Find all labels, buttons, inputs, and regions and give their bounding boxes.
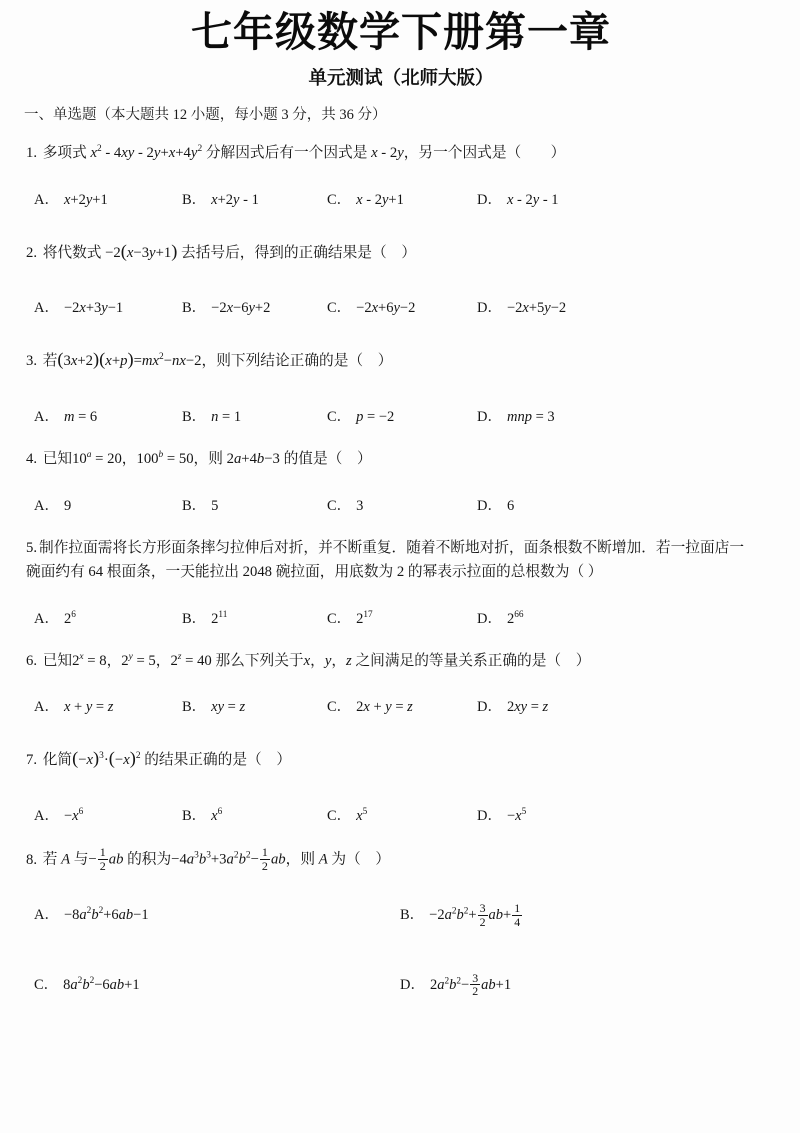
section-heading: 一、单选题（本大题共 12 小题，每小题 3 分，共 36 分） xyxy=(24,106,387,123)
question-7-options xyxy=(26,804,782,825)
question-8-options-row2 xyxy=(26,973,782,999)
question-6-stem: 6. 已知$2^x = 8$，$2^y = 5$，$2^z = 40$ 那么下列关于x，y，z 之间满足的等量关系正确的是（ ） xyxy=(26,651,591,669)
option-2-c[interactable]: C． −2x+6y−2 xyxy=(327,300,416,317)
option-7-c[interactable]: C． $x^5$ xyxy=(327,807,368,825)
question-8-number: 8. xyxy=(26,851,38,868)
question-5-options xyxy=(26,607,782,628)
option-6-a[interactable]: A． x + y = z xyxy=(34,699,114,716)
option-2-b[interactable]: B． −2x−6y+2 xyxy=(182,300,271,317)
question-4-stem: 4. 已知$10^a = 20$，$100^b = 50$，则 2a+4b−3 的值是（ ） xyxy=(26,450,372,468)
question-7 xyxy=(20,744,782,825)
option-8-a[interactable]: A． $-8a^2b^2+6ab-1$ xyxy=(34,906,149,924)
option-8-d[interactable]: D． $2a^2b^2-$ $\frac{3}{2}$ ab+1 xyxy=(400,971,512,999)
question-8-options-row1 xyxy=(26,903,782,929)
option-5-a[interactable]: A． $2^6$ xyxy=(34,609,76,627)
option-4-a[interactable]: A． 9 xyxy=(34,498,72,515)
option-2-a[interactable]: A． −2x+3y−1 xyxy=(34,300,124,317)
question-5-stem-line1: 制作拉面需将长方形面条摔匀拉伸后对折，并不断重复．随着不断地对折，面条根数不断增加．若一拉面店一 xyxy=(39,540,745,557)
question-5-number: 5. xyxy=(26,540,38,557)
question-5-stem-line2-wrap xyxy=(26,561,782,585)
page-title: 七年级数学下册第一章 xyxy=(191,9,611,55)
question-1-number: 1. xyxy=(26,144,38,161)
question-7-stem: 7. 化简$(-x)^3\cdot(-x)^2$ 的结果正确的是（ ） xyxy=(26,748,292,769)
question-4-options xyxy=(26,494,782,515)
option-8-b[interactable]: B． $-2a^2b^2+$ $\frac{3}{2}$ ab+ $\frac{1}{4}$ xyxy=(400,901,521,929)
question-6-number: 6. xyxy=(26,652,38,669)
option-1-a[interactable]: A． x+2y+1 xyxy=(34,191,108,208)
question-4 xyxy=(20,448,782,515)
option-1-c[interactable]: C． x - 2y+1 xyxy=(327,191,404,208)
option-4-b[interactable]: B． 5 xyxy=(182,498,219,515)
question-7-number: 7. xyxy=(26,752,38,769)
option-3-c[interactable]: C． p = −2 xyxy=(327,409,395,426)
option-7-d[interactable]: D． $-x^5$ xyxy=(477,807,527,825)
page-subtitle: 单元测试（北师大版） xyxy=(308,67,494,88)
question-2 xyxy=(20,237,782,318)
question-1 xyxy=(20,142,782,209)
option-5-b[interactable]: B． $2^{11}$ xyxy=(182,609,228,627)
option-3-b[interactable]: B． n = 1 xyxy=(182,409,242,426)
question-3 xyxy=(20,345,782,426)
question-1-stem: 1. 多项式 $x^2 - 4xy - 2y+x+4y^2$ 分解因式后有一个因式是 x - 2y，另一个因式是（ ） xyxy=(26,144,566,161)
option-4-d[interactable]: D． 6 xyxy=(477,498,515,515)
option-6-c[interactable]: C． 2x + y = z xyxy=(327,699,413,716)
option-3-a[interactable]: A． m = 6 xyxy=(34,409,98,426)
option-1-b[interactable]: B． x+2y - 1 xyxy=(182,191,259,208)
question-6 xyxy=(20,650,782,717)
question-8-stem: 8. 若 A 与− $\frac{1}{2}$ ab 的积为$-4a^3b^3+3a^2b^2-$ $\frac{1}{2}$ ab，则 A 为（ ） xyxy=(26,845,391,873)
question-2-stem: 2. 将代数式 −2(x−3y+1) 去括号后，得到的正确结果是（ ） xyxy=(26,240,417,261)
question-5 xyxy=(20,537,782,628)
question-1-options xyxy=(26,188,782,209)
option-2-d[interactable]: D． −2x+5y−2 xyxy=(477,300,567,317)
option-5-d[interactable]: D． $2^{66}$ xyxy=(477,609,524,627)
option-6-d[interactable]: D． 2xy = z xyxy=(477,699,549,716)
option-5-c[interactable]: C． $2^{17}$ xyxy=(327,609,373,627)
question-8 xyxy=(20,847,782,998)
option-4-c[interactable]: C． 3 xyxy=(327,498,364,515)
question-5-stem-line2: 碗面约有 64 根面条，一天能拉出 2048 碗拉面，用底数为 2 的幂表示拉面的总根数为（ ） xyxy=(26,563,603,580)
option-1-d[interactable]: D． x - 2y - 1 xyxy=(477,191,559,208)
question-3-stem: 3. 若$(3x+2)(x+p)=mx^2-nx-2$，则下列结论正确的是（ ） xyxy=(26,349,393,370)
option-7-b[interactable]: B． $x^6$ xyxy=(182,807,223,825)
option-8-c[interactable]: C． $8a^2b^2-6ab+1$ xyxy=(34,976,140,993)
question-6-options xyxy=(26,695,782,716)
question-2-options xyxy=(26,296,782,317)
question-2-number: 2. xyxy=(26,244,38,261)
question-4-number: 4. xyxy=(26,451,38,468)
question-3-number: 3. xyxy=(26,353,38,370)
option-6-b[interactable]: B． xy = z xyxy=(182,699,246,716)
option-7-a[interactable]: A． $-x^6$ xyxy=(34,807,84,825)
question-3-options xyxy=(26,405,782,426)
question-5-stem xyxy=(26,537,782,561)
option-3-d[interactable]: D． mnp = 3 xyxy=(477,409,555,426)
